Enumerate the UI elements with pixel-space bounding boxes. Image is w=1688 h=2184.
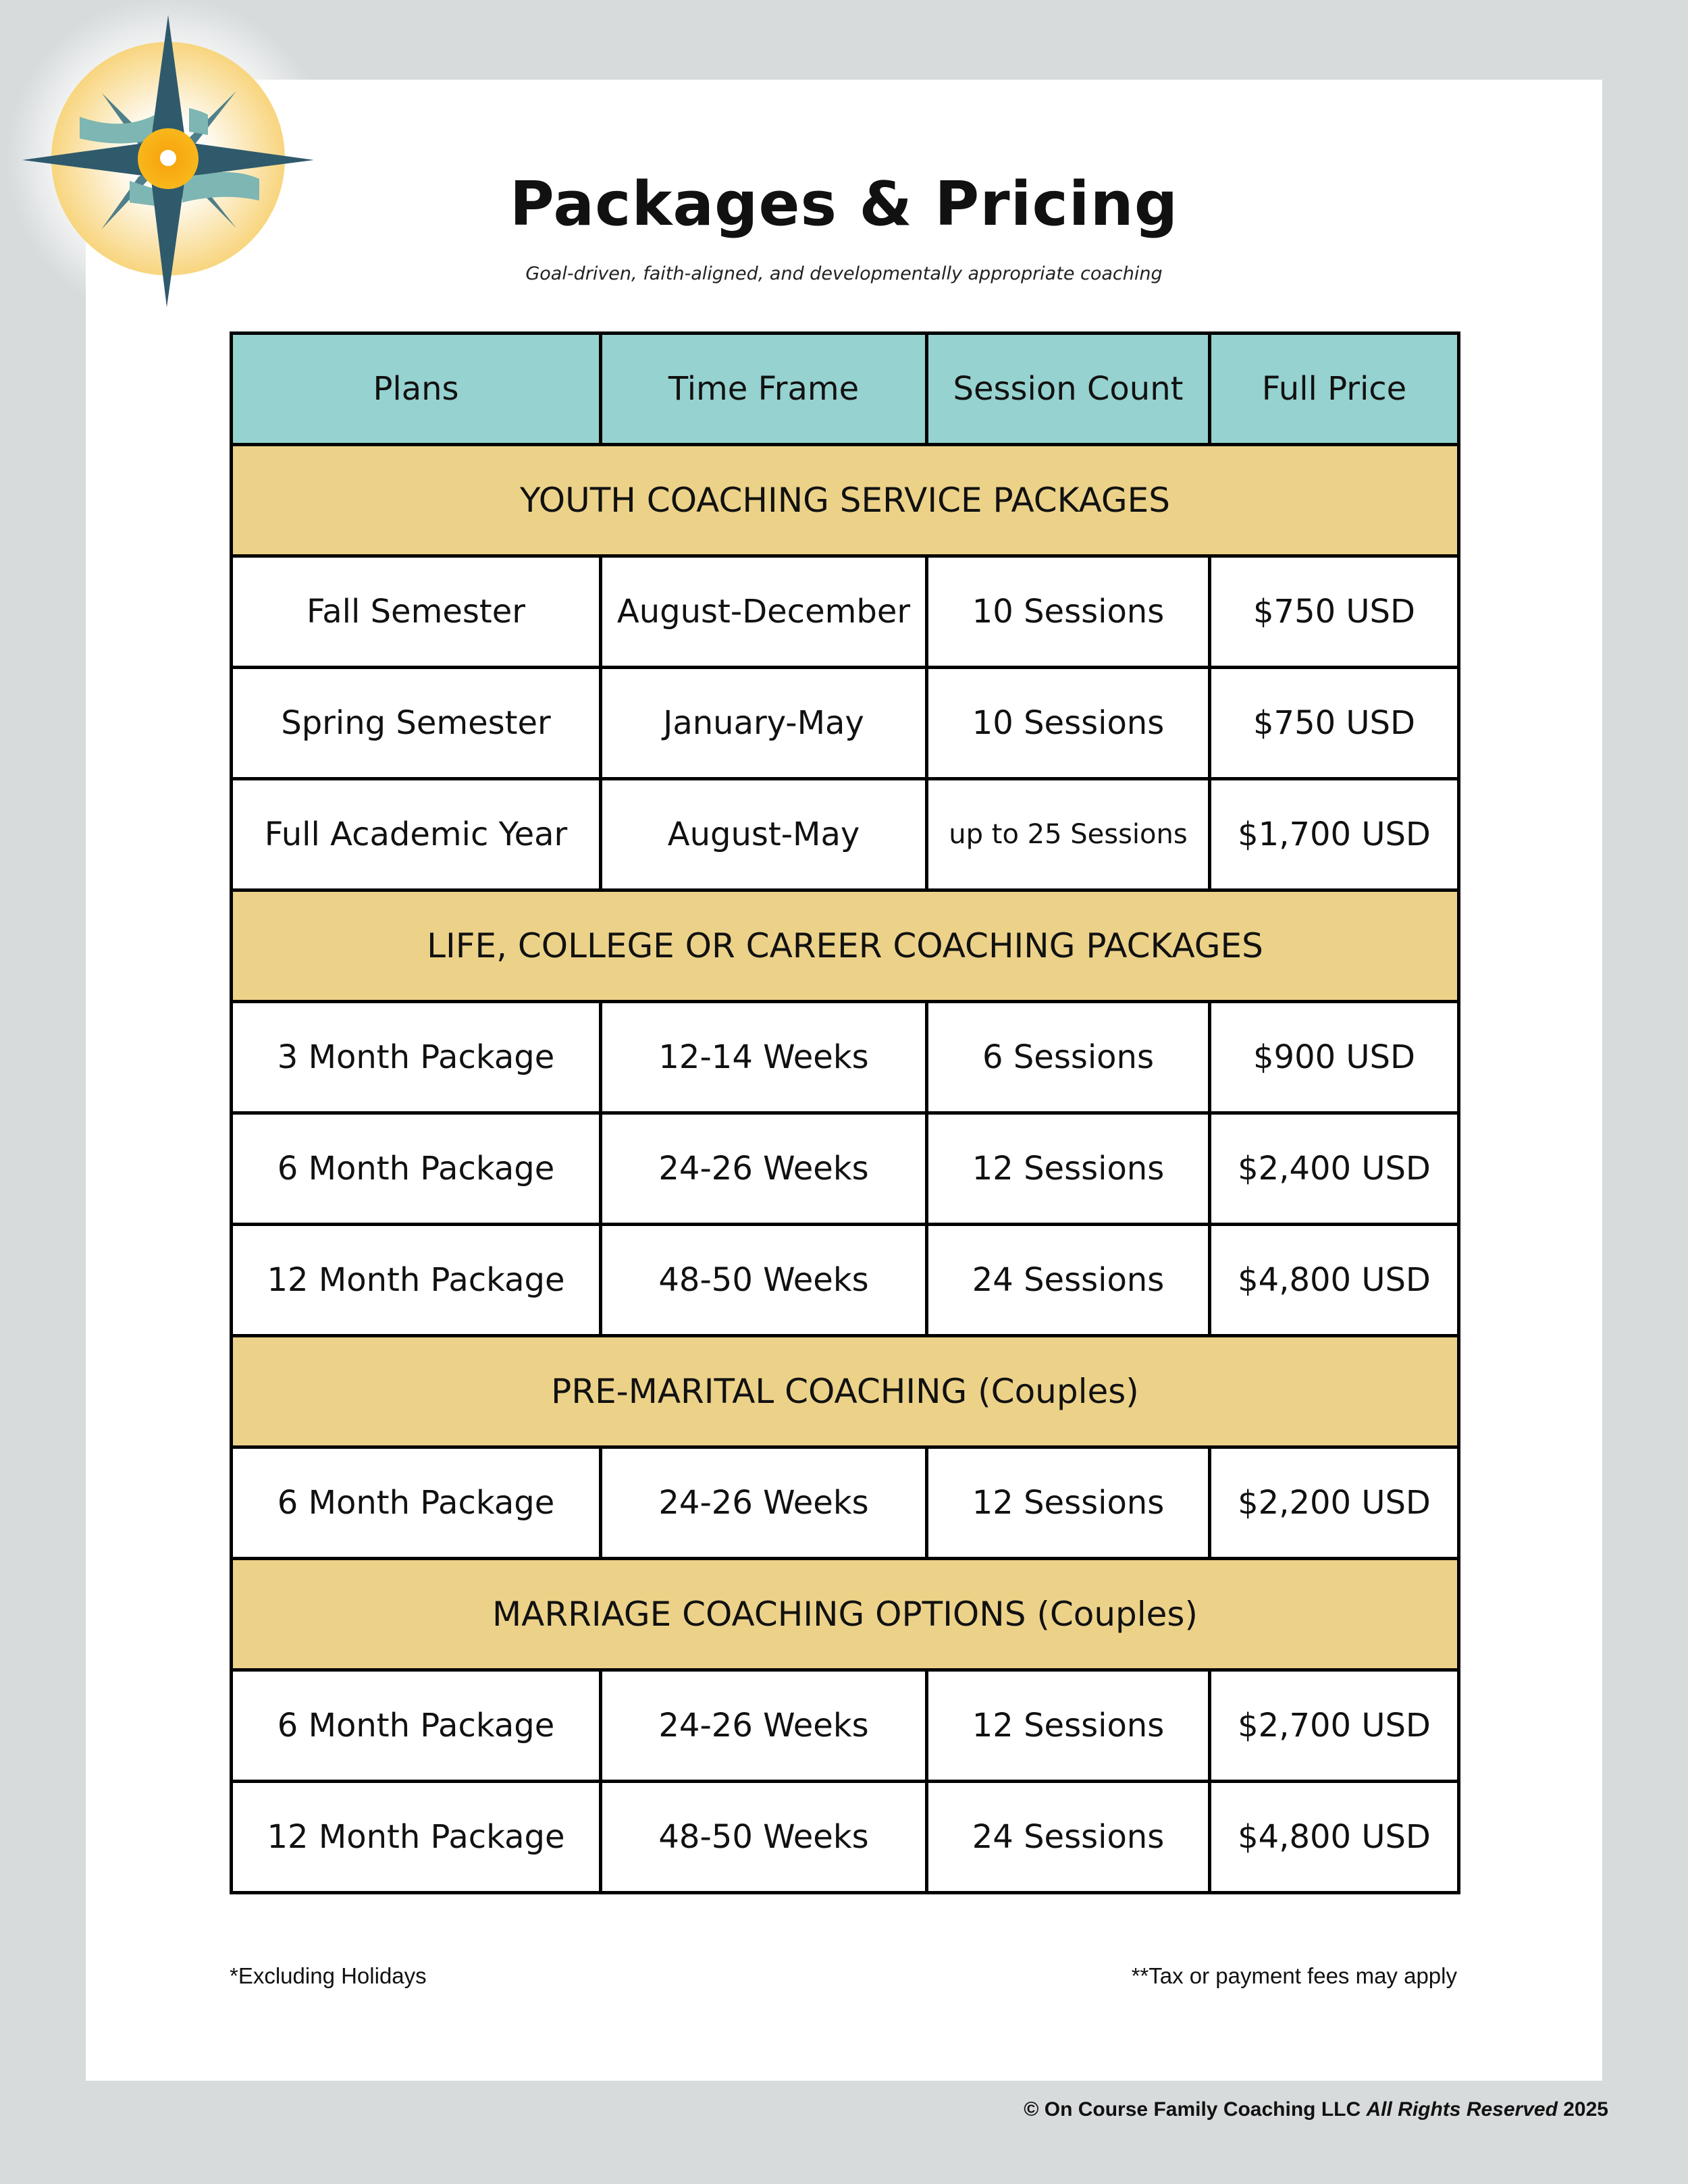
time-frame-cell: 12-14 Weeks [601,1002,927,1113]
time-frame-cell: January-May [601,668,927,779]
price-cell: $1,700 USD [1210,779,1459,890]
plan-cell: Spring Semester [232,668,601,779]
time-frame-cell: August-May [601,779,927,890]
copyright-icon: © [1024,2098,1039,2121]
section-row [232,445,1459,556]
session-count-cell: 10 Sessions [927,668,1210,779]
section-row [232,890,1459,1002]
table-row [232,1782,1459,1893]
note-excluding-holidays: *Excluding Holidays [230,1963,427,1988]
table-row [232,1447,1459,1559]
section-title: LIFE, COLLEGE OR CAREER COACHING PACKAGES [232,890,1459,1002]
table-row [232,668,1459,779]
plan-cell: 12 Month Package [232,1782,601,1893]
price-cell: $2,200 USD [1210,1447,1459,1559]
note-tax-fees: **Tax or payment fees may apply [1131,1963,1457,1988]
pricing-table [230,331,1460,1894]
column-header-time-frame: Time Frame [601,334,927,445]
session-count-cell: 24 Sessions [927,1782,1210,1893]
session-count-cell: 24 Sessions [927,1225,1210,1336]
session-count-cell: 12 Sessions [927,1670,1210,1782]
copyright-year: 2025 [1563,2098,1608,2121]
section-title: MARRIAGE COACHING OPTIONS (Couples) [232,1559,1459,1670]
table-row [232,556,1459,668]
time-frame-cell: 24-26 Weeks [601,1447,927,1559]
plan-cell: Full Academic Year [232,779,601,890]
table-header-row [232,334,1459,445]
session-count-cell: 12 Sessions [927,1447,1210,1559]
section-row [232,1336,1459,1447]
section-row [232,1559,1459,1670]
section-title: YOUTH COACHING SERVICE PACKAGES [232,445,1459,556]
table-row [232,1113,1459,1225]
section-title: PRE-MARITAL COACHING (Couples) [232,1336,1459,1447]
price-cell: $2,400 USD [1210,1113,1459,1225]
copyright-footer [1024,2098,1608,2121]
page-title: Packages & Pricing [509,169,1179,240]
price-cell: $750 USD [1210,556,1459,668]
plan-cell: Fall Semester [232,556,601,668]
price-cell: $2,700 USD [1210,1670,1459,1782]
rights-text: All Rights Reserved [1366,2098,1558,2121]
company-name: On Course Family Coaching LLC [1044,2098,1361,2121]
column-header-full-price: Full Price [1210,334,1459,445]
session-count-cell: up to 25 Sessions [927,779,1210,890]
table-row [232,1225,1459,1336]
table-row [232,1670,1459,1782]
plan-cell: 6 Month Package [232,1113,601,1225]
column-header-plans: Plans [232,334,601,445]
table-row [232,779,1459,890]
session-count-cell: 10 Sessions [927,556,1210,668]
plan-cell: 6 Month Package [232,1447,601,1559]
table-row [232,1002,1459,1113]
session-count-cell: 12 Sessions [927,1113,1210,1225]
time-frame-cell: August-December [601,556,927,668]
column-header-session-count: Session Count [927,334,1210,445]
time-frame-cell: 24-26 Weeks [601,1670,927,1782]
plan-cell: 12 Month Package [232,1225,601,1336]
price-cell: $4,800 USD [1210,1782,1459,1893]
time-frame-cell: 24-26 Weeks [601,1113,927,1225]
plan-cell: 6 Month Package [232,1670,601,1782]
time-frame-cell: 48-50 Weeks [601,1225,927,1336]
page-subtitle: Goal-driven, faith-aligned, and developmentally appropriate coaching [525,263,1163,284]
plan-cell: 3 Month Package [232,1002,601,1113]
session-count-cell: 6 Sessions [927,1002,1210,1113]
price-cell: $750 USD [1210,668,1459,779]
time-frame-cell: 48-50 Weeks [601,1782,927,1893]
price-cell: $4,800 USD [1210,1225,1459,1336]
price-cell: $900 USD [1210,1002,1459,1113]
